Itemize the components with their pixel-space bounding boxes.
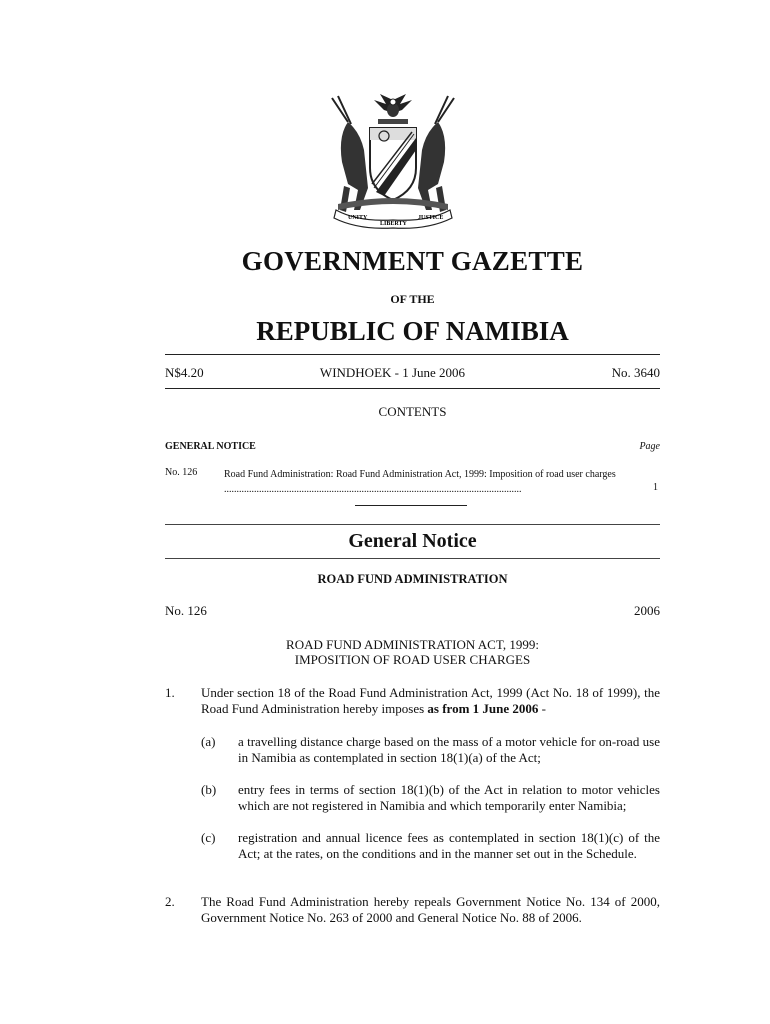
separator-short [355,505,467,506]
notice-authority: ROAD FUND ADMINISTRATION [317,572,508,586]
item-c-label: (c) [201,830,216,845]
item-b-text: entry fees in terms of section 18(1)(b) of the Act in relation to motor vehicles which are not registered in Namibia and which temporarily enter Namibia; [238,782,660,813]
act-title-line1: ROAD FUND ADMINISTRATION ACT, 1999: [286,637,539,652]
notice-rule-bottom [165,558,660,559]
motto-liberty: LIBERTY [380,221,407,227]
notice-heading: General Notice [348,530,477,552]
of-the-label: OF THE [390,292,435,306]
republic-title: REPUBLIC OF NAMIBIA [256,316,569,346]
toc-entry-text: Road Fund Administration: Road Fund Administration Act, 1999: Imposition of road user charges ....................................................................................................................... [224,469,616,495]
paragraph-1-text: Under section 18 of the Road Fund Administration Act, 1999 (Act No. 18 of 1999), the Road Fund Administration hereby imposes [201,685,660,716]
issue-number: No. 3640 [611,365,660,380]
item-b-label: (b) [201,782,217,797]
toc-section-label: GENERAL NOTICE [165,441,256,452]
motto-justice: JUSTICE [418,215,444,221]
paragraph-1-number: 1. [165,685,175,700]
notice-number: No. 126 [165,603,207,618]
item-a-text: a travelling distance charge based on the mass of a motor vehicle for on-road use in Namibia as contemplated in section 18(1)(a) of the Act; [238,734,660,765]
act-title [165,637,660,667]
paragraph-1 [201,685,660,717]
toc-page-label: Page [639,441,660,452]
item-c-text: registration and annual licence fees as contemplated in section 18(1)(c) of the Act; at the rates, on the conditions and in the manner set out in the Schedule. [238,830,660,861]
header-rule-bottom [165,388,660,389]
issue-place-date: WINDHOEK - 1 June 2006 [319,365,466,380]
toc-entry-page: 1 [653,482,658,493]
contents-heading: CONTENTS [378,404,447,419]
paragraph-2-number: 2. [165,894,175,909]
notice-rule-top [165,524,660,525]
issue-price: N$4.20 [165,365,204,380]
notice-year: 2006 [634,603,660,618]
toc-entry-no: No. 126 [165,467,198,478]
paragraph-1-end: - [538,701,546,716]
motto-unity: UNITY [348,215,368,221]
paragraph-1-date: as from 1 June 2006 [427,701,539,716]
act-title-line2: IMPOSITION OF ROAD USER CHARGES [294,652,531,667]
gazette-title: GOVERNMENT GAZETTE [241,246,584,276]
paragraph-2-text: The Road Fund Administration hereby repeals Government Notice No. 134 of 2000, Government Notice No. 263 of 2000 and General Notice No. 88 of 2006. [201,894,660,925]
coat-of-arms-emblem [318,92,468,232]
item-a-label: (a) [201,734,216,749]
header-rule-top [165,354,660,355]
